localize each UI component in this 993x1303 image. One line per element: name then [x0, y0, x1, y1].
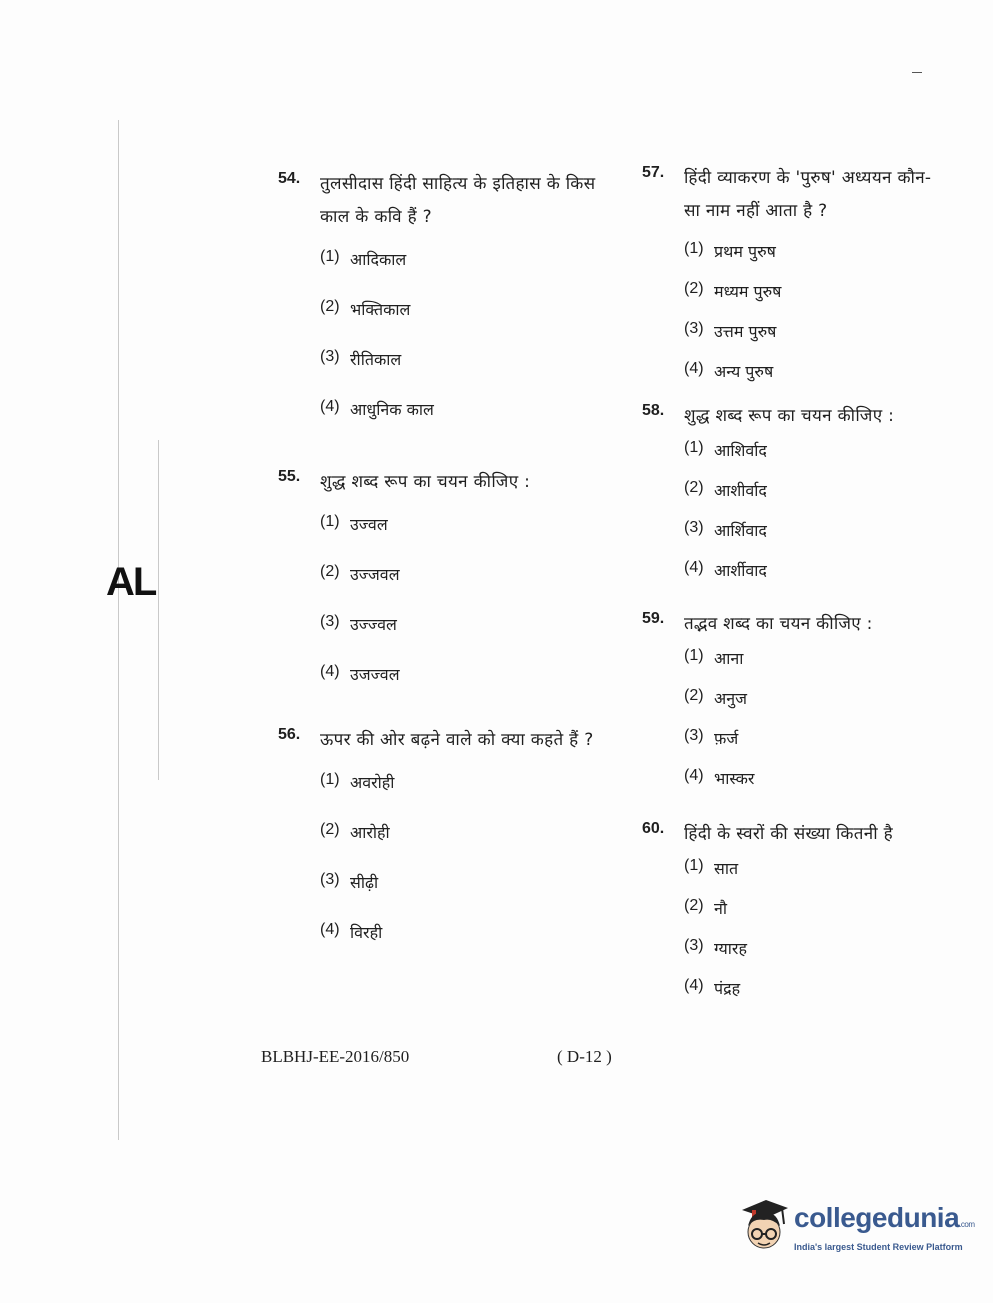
option — [684, 439, 932, 479]
option-label: (4) — [684, 767, 704, 785]
option — [320, 921, 598, 971]
option — [684, 687, 932, 727]
question-59 — [642, 608, 932, 807]
option-label: (2) — [684, 687, 704, 705]
question-text: ऊपर की ओर बढ़ने वाले को क्या कहते हैं ? — [320, 730, 594, 750]
option — [684, 937, 932, 977]
option-label: (3) — [320, 871, 340, 889]
option — [684, 240, 932, 280]
option-text: सात — [714, 859, 739, 879]
option — [684, 977, 932, 1017]
question-text: तुलसीदास हिंदी साहित्य के इतिहास के किस काल के कवि हैं ? — [320, 174, 596, 228]
option-label: (2) — [684, 479, 704, 497]
logo-name: collegedunia — [794, 1202, 960, 1233]
option-text: उज्वल — [350, 515, 388, 535]
option — [320, 398, 598, 448]
question-number: 55. — [278, 468, 301, 485]
option-label: (3) — [684, 727, 704, 745]
option-text: उत्तम पुरुष — [714, 322, 777, 342]
option-text: आधुनिक काल — [350, 400, 434, 420]
option-label: (3) — [320, 613, 340, 631]
option-text: आशिर्वाद — [714, 441, 767, 461]
option-text: नौ — [714, 899, 728, 919]
question-number: 56. — [278, 726, 301, 743]
option-label: (2) — [320, 821, 340, 839]
option-label: (3) — [684, 937, 704, 955]
option — [320, 821, 598, 871]
option-text: आशीर्वाद — [714, 481, 767, 501]
collegedunia-logo — [736, 1196, 975, 1260]
option-label: (4) — [320, 921, 340, 939]
option-label: (2) — [320, 298, 340, 316]
question-text: तद्भव शब्द का चयन कीजिए : — [684, 614, 873, 634]
option-text: ग्यारह — [714, 939, 747, 959]
question-text: हिंदी व्याकरण के 'पुरुष' अध्ययन कौन-सा नाम नहीं आता है ? — [684, 168, 932, 222]
option — [684, 519, 932, 559]
option-label: (3) — [684, 519, 704, 537]
option — [684, 320, 932, 360]
question-number: 59. — [642, 610, 665, 627]
question-57 — [642, 162, 932, 400]
option-label: (1) — [684, 439, 704, 457]
option — [320, 771, 598, 821]
option — [320, 348, 598, 398]
option-text: पंद्रह — [714, 979, 741, 999]
option — [684, 767, 932, 807]
option-text: आना — [714, 649, 744, 669]
footer-page-number: ( D-12 ) — [557, 1047, 612, 1066]
option-text: फ़र्ज — [714, 729, 739, 749]
option-label: (1) — [320, 248, 340, 266]
question-54 — [278, 168, 598, 448]
option-label: (1) — [684, 240, 704, 258]
scan-artifact-text: AL — [106, 560, 156, 604]
option-text: रीतिकाल — [350, 350, 402, 370]
logo-tagline: India's largest Student Review Platform — [794, 1242, 963, 1252]
question-number: 57. — [642, 164, 665, 181]
option-text: अनुज — [714, 689, 747, 709]
option — [320, 298, 598, 348]
option-text: सीढ़ी — [350, 873, 379, 893]
option-label: (4) — [684, 360, 704, 378]
option-text: भक्तिकाल — [350, 300, 411, 320]
option-label: (4) — [320, 663, 340, 681]
logo-wordmark — [794, 1202, 975, 1234]
option — [684, 647, 932, 687]
question-number: 58. — [642, 402, 665, 419]
scan-edge-line — [158, 440, 159, 780]
option — [684, 727, 932, 767]
option-label: (3) — [320, 348, 340, 366]
logo-suffix: .com — [959, 1220, 975, 1229]
option-label: (4) — [684, 977, 704, 995]
option-label: (2) — [320, 563, 340, 581]
option-text: भास्कर — [714, 769, 755, 789]
scan-mark — [912, 72, 922, 73]
option — [684, 857, 932, 897]
question-number: 54. — [278, 170, 301, 187]
option — [684, 280, 932, 320]
option-label: (2) — [684, 280, 704, 298]
option-text: आदिकाल — [350, 250, 407, 270]
option — [320, 513, 598, 563]
option-text: प्रथम पुरुष — [714, 242, 776, 262]
option — [320, 563, 598, 613]
question-number: 60. — [642, 820, 665, 837]
option-label: (4) — [320, 398, 340, 416]
question-text: हिंदी के स्वरों की संख्या कितनी है — [684, 824, 893, 844]
option-label: (2) — [684, 897, 704, 915]
option-text: आरोही — [350, 823, 390, 843]
question-55 — [278, 466, 598, 713]
scan-edge-line — [118, 120, 119, 1140]
option-text: उज्ज्वल — [350, 615, 397, 635]
option-text: विरही — [350, 923, 383, 943]
option — [320, 871, 598, 921]
option-text: अवरोही — [350, 773, 395, 793]
student-mascot-icon — [736, 1196, 792, 1258]
question-text: शुद्ध शब्द रूप का चयन कीजिए : — [684, 406, 895, 426]
option-label: (1) — [684, 857, 704, 875]
option-text: अन्य पुरुष — [714, 362, 774, 382]
option-text: आर्शिवाद — [714, 521, 767, 541]
question-text: शुद्ध शब्द रूप का चयन कीजिए : — [320, 472, 531, 492]
option — [684, 479, 932, 519]
option — [320, 613, 598, 663]
option — [320, 663, 598, 713]
option — [684, 360, 932, 400]
option — [684, 897, 932, 937]
option-label: (4) — [684, 559, 704, 577]
footer-code: BLBHJ-EE-2016/850 — [261, 1047, 410, 1066]
option-text: उज्जवल — [350, 565, 400, 585]
option — [320, 248, 598, 298]
option — [684, 559, 932, 599]
option-text: उजज्वल — [350, 665, 400, 685]
option-label: (3) — [684, 320, 704, 338]
option-text: मध्यम पुरुष — [714, 282, 782, 302]
option-label: (1) — [684, 647, 704, 665]
question-58 — [642, 400, 932, 599]
option-text: आर्शीवाद — [714, 561, 767, 581]
question-60 — [642, 818, 932, 1017]
option-label: (1) — [320, 771, 340, 789]
option-label: (1) — [320, 513, 340, 531]
question-56 — [278, 724, 598, 971]
